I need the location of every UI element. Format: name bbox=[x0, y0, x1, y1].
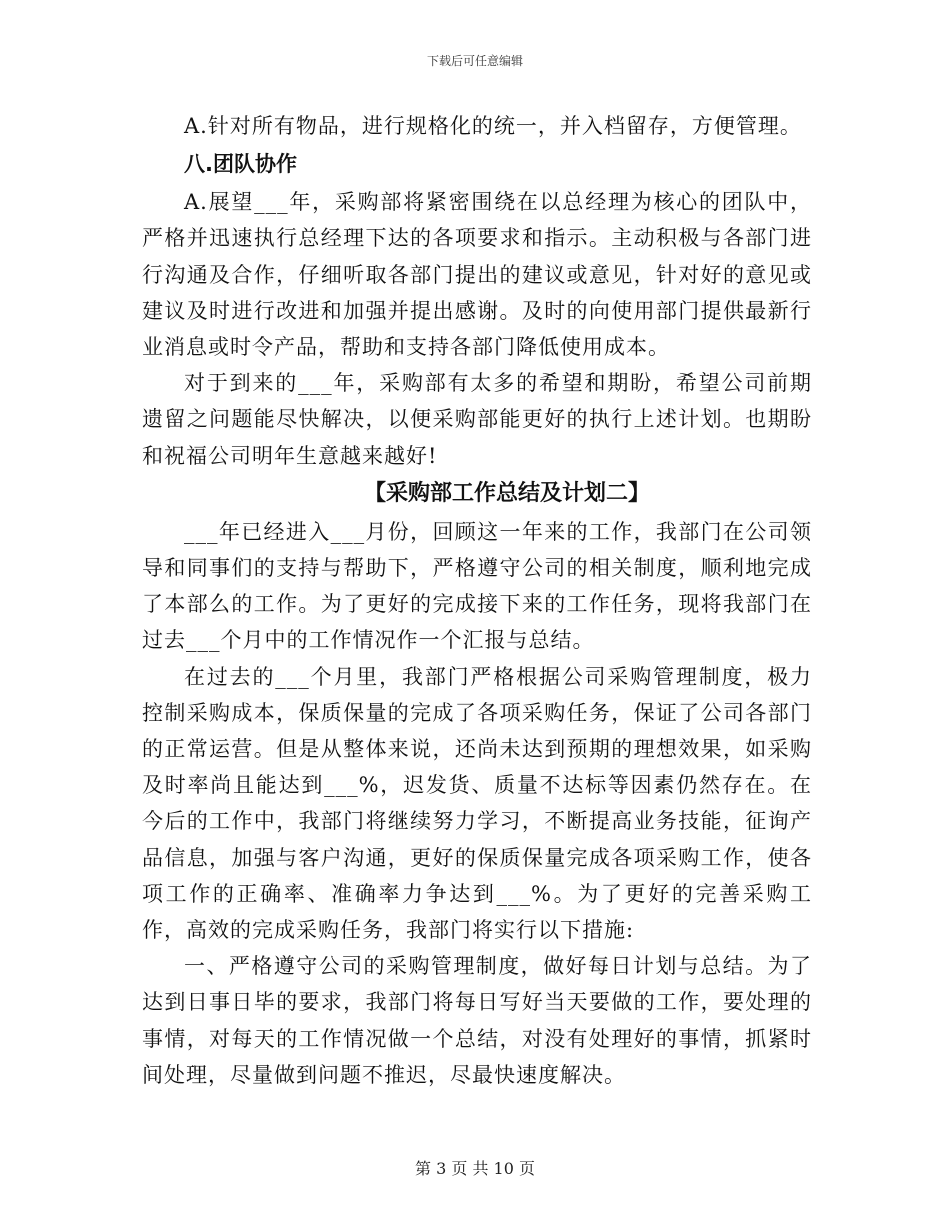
page-number: 第 3 页 共 10 页 bbox=[415, 1159, 535, 1178]
heading-team-collaboration: 八.团队协作 bbox=[184, 152, 297, 177]
paragraph-item-a-standardization: A.针对所有物品，进行规格化的统一，并入档留存，方便管理。 bbox=[184, 114, 802, 138]
paragraph-measure-one: 一、严格遵守公司的采购管理制度，做好每日计划与总结。为了达到日事日毕的要求，我部门将每日写好当天要做的工作，要处理的事情，对每天的工作情况做一个总结，对没有处理好的事情，抓紧时间处理，尽量做到问题不推迟，尽最快速度解决。 bbox=[142, 954, 812, 1087]
paragraph-year-hopes: 对于到来的___年，采购部有太多的希望和期盼，希望公司前期遗留之问题能尽快解决，以便采购部能更好的执行上述计划。也期盼和祝福公司明年生意越来越好! bbox=[142, 371, 812, 468]
paragraph-past-months: 在过去的___个月里，我部门严格根据公司采购管理制度，极力控制采购成本，保质保量的完成了各项采购任务，保证了公司各部门的正常运营。但是从整体来说，还尚未达到预期的理想效果，如采购及时率尚且能达到___%，迟发货、质量不达标等因素仍然存在。在今后的工作中，我部门将继续努力学习，不断提高业务技能，征询产品信息，加强与客户沟通，更好的保质保量完成各项采购工作，使各项工作的正确率、准确率力争达到___%。为了更好的完善采购工作，高效的完成采购任务，我部门将实行以下措施: bbox=[142, 664, 812, 943]
paragraph-team-outlook: A.展望___年，采购部将紧密围绕在以总经理为核心的团队中，严格并迅速执行总经理下达的各项要求和指示。主动积极与各部门进行沟通及合作，仔细听取各部门提出的建议或意见，针对好的意见或建议及时进行改进和加强并提出感谢。及时的向使用部门提供最新行业消息或时令产品，帮助和支持各部门降低使用成本。 bbox=[142, 190, 812, 360]
paragraph-review-intro: ___年已经进入___月份，回顾这一年来的工作，我部门在公司领导和同事们的支持与帮助下，严格遵守公司的相关制度，顺利地完成了本部么的工作。为了更好的完成接下来的工作任务，现将我部门在过去___个月中的工作情况作一个汇报与总结。 bbox=[142, 519, 812, 653]
page-header: 下载后可任意编辑 bbox=[426, 54, 523, 68]
document-body bbox=[142, 108, 812, 1093]
section-title: 【采购部工作总结及计划二】 bbox=[363, 480, 650, 506]
